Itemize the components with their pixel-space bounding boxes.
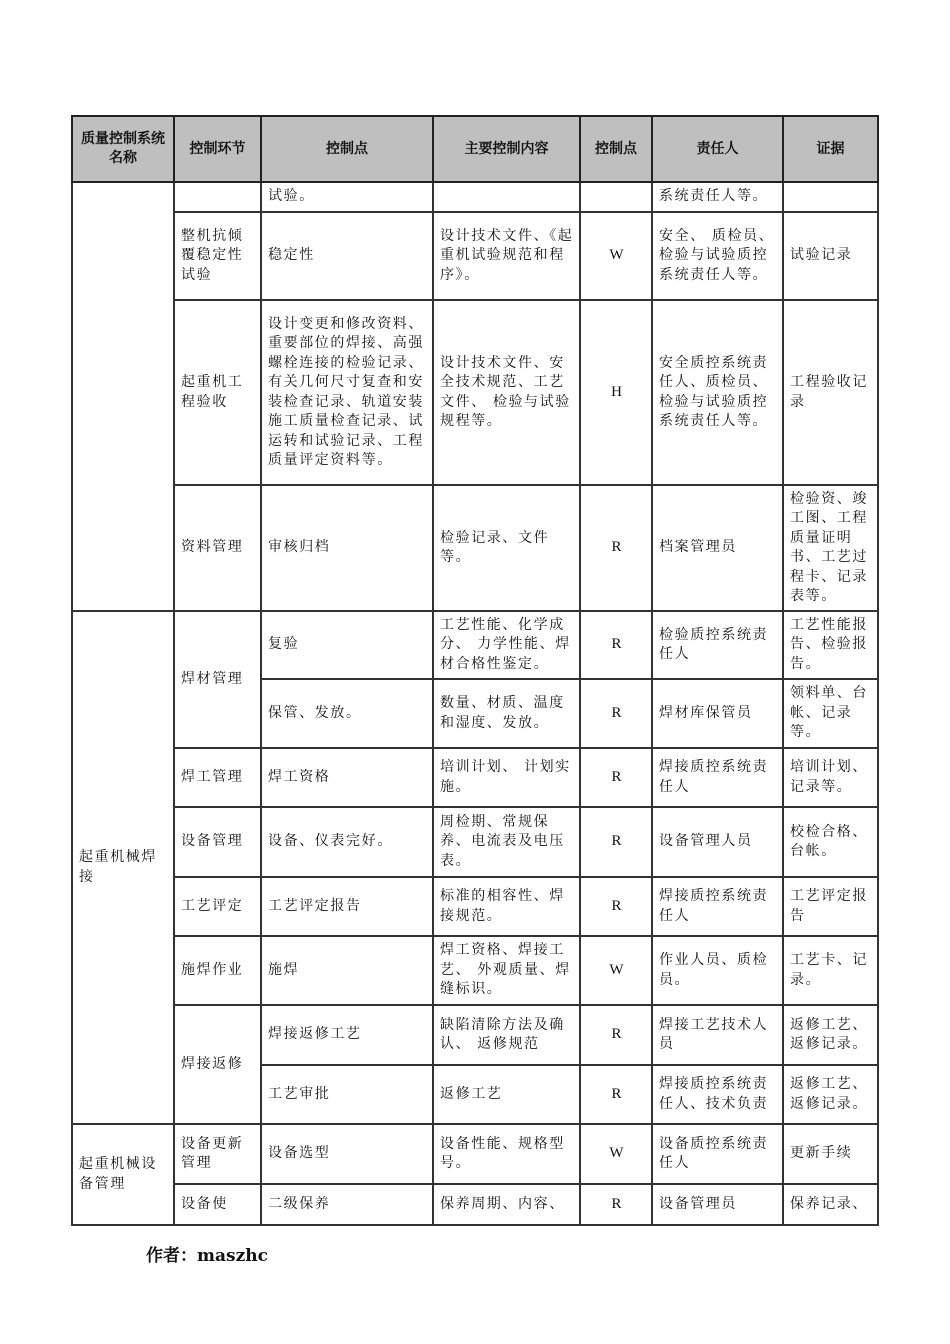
header-evidence: 证据: [783, 116, 878, 182]
table-row: [72, 182, 878, 212]
author-credit: 作者：maszhc: [146, 1246, 268, 1266]
owner-cell: 档案管理员: [652, 485, 783, 611]
point-cell: 施焊: [261, 936, 433, 1005]
cp-cell: R: [580, 877, 652, 936]
link-cell: 焊材管理: [174, 611, 261, 748]
system-cell: [72, 182, 174, 611]
evidence-cell: 工艺卡、记录。: [783, 936, 878, 1005]
cp-cell: [580, 182, 652, 212]
point-cell: 设计变更和修改资料、重要部位的焊接、高强螺栓连接的检验记录、有关几何尺寸复查和安装检查记录、轨道安装施工质量检查记录、试运转和试验记录、工程质量评定资料等。: [261, 300, 433, 485]
cp-cell: H: [580, 300, 652, 485]
evidence-cell: 工艺评定报告: [783, 877, 878, 936]
point-cell: 工艺审批: [261, 1065, 433, 1124]
quality-control-table: [71, 115, 879, 1226]
table-header-row: [72, 116, 878, 182]
content-cell: [433, 182, 580, 212]
evidence-cell: 保养记录、: [783, 1184, 878, 1225]
link-cell: 焊工管理: [174, 748, 261, 807]
table-row: [72, 1184, 878, 1225]
point-cell: 二级保养: [261, 1184, 433, 1225]
link-cell: 设备使: [174, 1184, 261, 1225]
evidence-cell: 工艺性能报告、检验报告。: [783, 611, 878, 679]
evidence-cell: [783, 182, 878, 212]
header-control-point: 控制点: [261, 116, 433, 182]
point-cell: 焊工资格: [261, 748, 433, 807]
point-cell: 设备、仪表完好。: [261, 807, 433, 877]
content-cell: 返修工艺: [433, 1065, 580, 1124]
point-cell: 试验。: [261, 182, 433, 212]
content-cell: 设计技术文件、安全技术规范、工艺文件、 检验与试验规程等。: [433, 300, 580, 485]
cp-cell: R: [580, 1065, 652, 1124]
evidence-cell: 校检合格、台帐。: [783, 807, 878, 877]
point-cell: 保管、发放。: [261, 679, 433, 748]
content-cell: 培训计划、 计划实施。: [433, 748, 580, 807]
owner-cell: 设备管理人员: [652, 807, 783, 877]
link-cell: 工艺评定: [174, 877, 261, 936]
content-cell: 缺陷清除方法及确认、 返修规范: [433, 1005, 580, 1065]
cp-cell: W: [580, 936, 652, 1005]
evidence-cell: 工程验收记录: [783, 300, 878, 485]
point-cell: 复验: [261, 611, 433, 679]
owner-cell: 安全、 质检员、检验与试验质控系统责任人等。: [652, 212, 783, 300]
cp-cell: R: [580, 611, 652, 679]
point-cell: 设备选型: [261, 1124, 433, 1184]
owner-cell: 焊接质控系统责任人: [652, 748, 783, 807]
link-cell: 设备管理: [174, 807, 261, 877]
table-row: [72, 485, 878, 611]
owner-cell: 焊接工艺技术人员: [652, 1005, 783, 1065]
content-cell: 设计技术文件、《起重机试验规范和程序》。: [433, 212, 580, 300]
content-cell: 标准的相容性、焊接规范。: [433, 877, 580, 936]
header-main-content: 主要控制内容: [433, 116, 580, 182]
evidence-cell: 试验记录: [783, 212, 878, 300]
owner-cell: 设备管理员: [652, 1184, 783, 1225]
link-cell: 焊接返修: [174, 1005, 261, 1124]
header-system-name: 质量控制系统名称: [72, 116, 174, 182]
header-responsible-person: 责任人: [652, 116, 783, 182]
cp-cell: R: [580, 485, 652, 611]
cp-cell: W: [580, 1124, 652, 1184]
owner-cell: 检验质控系统责任人: [652, 611, 783, 679]
evidence-cell: 返修工艺、返修记录。: [783, 1065, 878, 1124]
cp-cell: R: [580, 1005, 652, 1065]
table-row: [72, 1124, 878, 1184]
evidence-cell: 领料单、台帐、记录等。: [783, 679, 878, 748]
point-cell: 焊接返修工艺: [261, 1005, 433, 1065]
table-row: [72, 807, 878, 877]
content-cell: 检验记录、文件等。: [433, 485, 580, 611]
link-cell: 起重机工程验收: [174, 300, 261, 485]
content-cell: 保养周期、内容、: [433, 1184, 580, 1225]
table-row: [72, 877, 878, 936]
system-cell: 起重机械焊接: [72, 611, 174, 1124]
content-cell: 设备性能、规格型号。: [433, 1124, 580, 1184]
system-cell: 起重机械设备管理: [72, 1124, 174, 1225]
cp-cell: R: [580, 679, 652, 748]
owner-cell: 焊接质控系统责任人: [652, 877, 783, 936]
evidence-cell: 更新手续: [783, 1124, 878, 1184]
owner-cell: 安全质控系统责任人、质检员、检验与试验质控系统责任人等。: [652, 300, 783, 485]
table-row: [72, 936, 878, 1005]
content-cell: 工艺性能、化学成分、 力学性能、焊材合格性鉴定。: [433, 611, 580, 679]
link-cell: 施焊作业: [174, 936, 261, 1005]
owner-cell: 焊接质控系统责任人、技术负责: [652, 1065, 783, 1124]
cp-cell: R: [580, 748, 652, 807]
evidence-cell: 返修工艺、返修记录。: [783, 1005, 878, 1065]
evidence-cell: 培训计划、记录等。: [783, 748, 878, 807]
evidence-cell: 检验资、竣工图、工程质量证明书、工艺过程卡、记录表等。: [783, 485, 878, 611]
owner-cell: 焊材库保管员: [652, 679, 783, 748]
table-row: [72, 212, 878, 300]
cp-cell: R: [580, 807, 652, 877]
link-cell: 整机抗倾覆稳定性试验: [174, 212, 261, 300]
table-row: [72, 1005, 878, 1065]
point-cell: 工艺评定报告: [261, 877, 433, 936]
link-cell: [174, 182, 261, 212]
table-row: [72, 300, 878, 485]
header-control-link: 控制环节: [174, 116, 261, 182]
header-control-point-type: 控制点: [580, 116, 652, 182]
content-cell: 焊工资格、焊接工艺、 外观质量、焊缝标识。: [433, 936, 580, 1005]
link-cell: 设备更新管理: [174, 1124, 261, 1184]
content-cell: 周检期、常规保养、电流表及电压表。: [433, 807, 580, 877]
point-cell: 稳定性: [261, 212, 433, 300]
cp-cell: R: [580, 1184, 652, 1225]
table-row: [72, 611, 878, 679]
link-cell: 资料管理: [174, 485, 261, 611]
point-cell: 审核归档: [261, 485, 433, 611]
owner-cell: 设备质控系统责任人: [652, 1124, 783, 1184]
table-row: [72, 748, 878, 807]
content-cell: 数量、材质、温度和湿度、发放。: [433, 679, 580, 748]
owner-cell: 作业人员、质检员。: [652, 936, 783, 1005]
owner-cell: 系统责任人等。: [652, 182, 783, 212]
cp-cell: W: [580, 212, 652, 300]
